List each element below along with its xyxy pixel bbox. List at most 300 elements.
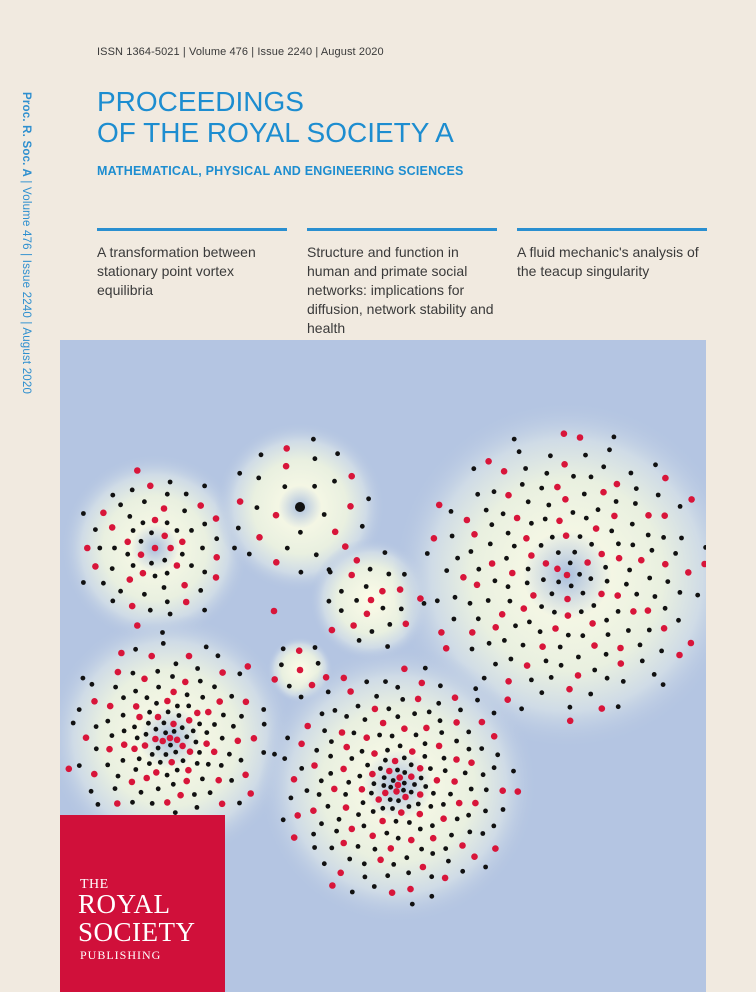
featured-article-2[interactable]: Structure and function in human and primate social networks: implications for diffusion, network stability and health <box>307 228 497 338</box>
vortex-point <box>182 679 189 686</box>
vortex-point <box>326 690 331 695</box>
vortex-point <box>428 766 433 771</box>
vortex-point <box>517 449 522 454</box>
vortex-point <box>212 722 217 727</box>
vortex-point <box>261 750 266 755</box>
vortex-point <box>204 645 209 650</box>
vortex-point <box>343 744 350 751</box>
vortex-point <box>404 855 409 860</box>
vortex-point <box>281 817 286 822</box>
vortex-point <box>212 684 217 689</box>
vortex-point <box>143 775 150 782</box>
vortex-point <box>467 830 472 835</box>
vortex-point <box>417 765 424 772</box>
vortex-point <box>373 847 378 852</box>
vortex-point <box>630 608 637 615</box>
vortex-point <box>556 518 563 525</box>
vortex-point <box>397 586 404 593</box>
vortex-point <box>491 824 496 829</box>
vortex-point <box>603 565 608 570</box>
vortex-point <box>476 567 481 572</box>
vortex-point <box>627 568 632 573</box>
vortex-point <box>539 643 546 650</box>
vortex-point <box>147 483 154 490</box>
vortex-point <box>466 730 471 735</box>
vortex-point <box>177 713 182 718</box>
vortex-point <box>185 692 190 697</box>
vortex-point <box>591 642 598 649</box>
vortex-point <box>578 534 583 539</box>
vortex-point <box>134 622 141 629</box>
vortex-point <box>179 743 186 750</box>
vortex-point <box>171 782 176 787</box>
vortex-point <box>455 556 460 561</box>
vortex-point <box>352 731 357 736</box>
vortex-point <box>601 464 606 469</box>
vortex-point <box>283 445 290 452</box>
vortex-point <box>162 721 167 726</box>
vortex-point <box>333 708 338 713</box>
vortex-point <box>450 534 455 539</box>
vortex-point <box>544 471 549 476</box>
vortex-point <box>653 462 658 467</box>
vortex-point <box>483 865 488 870</box>
vortex-point <box>463 771 468 776</box>
vortex-point <box>314 748 319 753</box>
vortex-point <box>81 676 86 681</box>
vortex-point <box>186 653 193 660</box>
vortex-point <box>184 492 189 497</box>
vortex-point <box>422 754 427 759</box>
vortex-point <box>379 588 386 595</box>
vortex-point <box>524 662 531 669</box>
vortex-point <box>678 504 683 509</box>
vortex-point <box>215 777 222 784</box>
vortex-point <box>440 815 447 822</box>
vortex-point <box>141 676 148 683</box>
vortex-point <box>509 570 516 577</box>
vortex-point <box>469 549 474 554</box>
vortex-point <box>685 569 692 576</box>
vortex-point <box>407 804 412 809</box>
vortex-point <box>113 786 118 791</box>
vortex-point <box>409 748 416 755</box>
vortex-point <box>383 550 388 555</box>
vortex-point <box>314 552 319 557</box>
featured-article-1[interactable]: A transformation between stationary point vortex equilibria <box>97 228 287 300</box>
vortex-point <box>312 845 317 850</box>
vortex-point <box>460 869 465 874</box>
vortex-point <box>347 503 354 510</box>
vortex-point <box>552 610 557 615</box>
vortex-point <box>184 734 189 739</box>
vortex-point <box>554 566 561 573</box>
vortex-point <box>132 725 137 730</box>
vortex-point <box>489 522 494 527</box>
vortex-point <box>452 694 459 701</box>
vortex-point <box>661 682 666 687</box>
vortex-point <box>388 785 393 790</box>
vortex-point <box>282 484 287 489</box>
vortex-point <box>372 781 377 786</box>
vortex-point <box>581 591 586 596</box>
vortex-point <box>528 552 535 559</box>
vortex-point <box>145 695 150 700</box>
vortex-point <box>402 794 409 801</box>
vortex-point <box>322 728 327 733</box>
vortex-point <box>582 492 587 497</box>
vortex-point <box>322 861 327 866</box>
featured-article-3[interactable]: A fluid mechanic's analysis of the teacup singularity <box>517 228 707 281</box>
vortex-point <box>337 817 342 822</box>
vortex-point <box>285 546 290 551</box>
vortex-point <box>319 778 324 783</box>
vortex-point <box>309 682 316 689</box>
vortex-point <box>211 749 218 756</box>
vortex-point <box>92 563 99 570</box>
vortex-point <box>616 541 621 546</box>
vortex-point <box>492 765 497 770</box>
vortex-point <box>579 609 584 614</box>
vortex-point <box>436 743 443 750</box>
vortex-point <box>589 475 594 480</box>
vortex-point <box>401 725 408 732</box>
vortex-point <box>386 706 391 711</box>
vortex-point <box>606 632 611 637</box>
vortex-point <box>481 772 486 777</box>
vortex-point <box>616 609 621 614</box>
vortex-point <box>550 591 555 596</box>
vortex-point <box>219 763 224 768</box>
vortex-point <box>312 484 317 489</box>
vortex-point <box>229 778 234 783</box>
vortex-point <box>430 823 435 828</box>
vortex-point <box>466 813 471 818</box>
vortex-point <box>208 790 213 795</box>
vortex-point <box>630 522 635 527</box>
vortex-point <box>154 701 159 706</box>
vortex-point <box>236 526 241 531</box>
vortex-point <box>150 801 155 806</box>
journal-title <box>97 86 454 148</box>
vortex-point <box>530 592 537 599</box>
vortex-point <box>476 616 481 621</box>
vortex-point <box>371 750 378 757</box>
vortex-point <box>541 577 546 582</box>
vortex-point <box>163 730 168 735</box>
vortex-point <box>576 655 581 660</box>
vortex-point <box>427 710 432 715</box>
vortex-point <box>486 598 491 603</box>
vortex-point <box>418 827 423 832</box>
vortex-point <box>142 592 147 597</box>
vortex-point <box>144 732 149 737</box>
vortex-point <box>337 870 344 877</box>
vortex-point <box>409 790 414 795</box>
vortex-point <box>380 806 385 811</box>
vortex-point <box>66 766 73 773</box>
vortex-point <box>468 759 475 766</box>
vortex-point <box>329 882 336 889</box>
vortex-point <box>396 774 403 781</box>
vortex-point <box>339 729 346 736</box>
vortex-point <box>329 739 334 744</box>
vortex-point <box>191 729 196 734</box>
vortex-point <box>458 708 463 713</box>
vortex-point <box>539 690 544 695</box>
vortex-point <box>311 762 318 769</box>
vortex-point <box>511 769 516 774</box>
vortex-point <box>168 743 173 748</box>
vortex-point <box>598 551 605 558</box>
vortex-point <box>304 723 311 730</box>
vortex-point <box>343 792 348 797</box>
vortex-point <box>94 724 99 729</box>
vortex-point <box>192 792 197 797</box>
vortex-point <box>164 698 171 705</box>
journal-title-line2: OF THE ROYAL SOCIETY A <box>97 117 454 148</box>
vortex-point <box>343 804 350 811</box>
vortex-point <box>527 620 532 625</box>
vortex-point <box>401 666 408 673</box>
vortex-point <box>364 679 369 684</box>
vortex-point <box>439 730 444 735</box>
vortex-point <box>387 622 392 627</box>
vortex-point <box>364 584 369 589</box>
vortex-point <box>294 812 301 819</box>
vortex-point <box>438 683 443 688</box>
vortex-point <box>459 842 466 849</box>
vortex-point <box>261 707 266 712</box>
vortex-point <box>438 629 445 636</box>
vortex-point <box>183 599 190 606</box>
vortex-point <box>174 737 181 744</box>
vortex-point <box>305 788 310 793</box>
vortex-point <box>167 545 174 552</box>
vortex-point <box>679 536 684 541</box>
vortex-point <box>403 621 410 628</box>
vortex-point <box>138 551 145 558</box>
vortex-point <box>232 546 237 551</box>
vortex-point <box>593 525 600 532</box>
vortex-point <box>356 704 361 709</box>
vortex-point <box>195 666 200 671</box>
vortex-point <box>564 596 571 603</box>
vortex-point <box>604 652 609 657</box>
vortex-point <box>538 629 543 634</box>
vortex-point <box>147 710 152 715</box>
vortex-point-isolated <box>271 608 278 615</box>
journal-title-line1: PROCEEDINGS <box>97 86 304 117</box>
vortex-point <box>206 762 211 767</box>
vortex-point <box>279 662 284 667</box>
vortex-point <box>77 763 82 768</box>
vortex-point <box>647 628 652 633</box>
vortex-point <box>475 698 480 703</box>
vortex-point <box>197 502 204 509</box>
vortex-point <box>81 580 86 585</box>
vortex-point <box>198 588 203 593</box>
vortex-point <box>313 645 318 650</box>
vortex-point <box>592 668 597 673</box>
vortex-point <box>369 771 376 778</box>
vortex-point <box>313 456 318 461</box>
vortex-point <box>431 535 438 542</box>
vortex-point <box>131 671 136 676</box>
vortex-point <box>311 437 316 442</box>
vortex-point <box>425 551 430 556</box>
vortex-point <box>121 758 126 763</box>
vortex-point <box>645 607 652 614</box>
vortex-point <box>369 833 376 840</box>
vortex-point <box>398 809 405 816</box>
vortex-point <box>393 788 400 795</box>
vortex-point <box>142 499 147 504</box>
vortex-point <box>155 669 160 674</box>
vortex-point <box>577 572 582 577</box>
vortex-point <box>650 548 655 553</box>
vortex-point <box>220 736 225 741</box>
vortex-point <box>417 595 424 602</box>
vortex-point <box>131 528 136 533</box>
vortex-point <box>262 722 267 727</box>
vortex-point <box>596 507 601 512</box>
journal-subtitle: MATHEMATICAL, PHYSICAL AND ENGINEERING SCIENCES <box>97 164 464 178</box>
vortex-point <box>381 783 386 788</box>
vortex-point <box>552 625 559 632</box>
vortex-point <box>148 653 155 660</box>
vortex-point <box>396 836 401 841</box>
vortex-point <box>174 562 181 569</box>
vortex-point <box>133 703 140 710</box>
vortex-point <box>571 474 576 479</box>
vortex-point <box>526 499 531 504</box>
vortex-point <box>227 752 232 757</box>
vortex-point <box>130 800 135 805</box>
vortex-point <box>165 492 170 497</box>
vortex-point <box>122 729 127 734</box>
vortex-point <box>378 766 383 771</box>
vortex-point <box>688 496 695 503</box>
vortex-point <box>158 760 163 765</box>
vortex-point <box>569 584 574 589</box>
vortex-point <box>349 756 354 761</box>
vortex-point <box>634 486 639 491</box>
vortex-point <box>519 706 524 711</box>
vortex-point <box>285 736 290 741</box>
vortex-point <box>271 676 278 683</box>
vortex-point <box>110 599 115 604</box>
vortex-point <box>339 608 344 613</box>
vortex-point <box>382 775 387 780</box>
vortex-point <box>153 769 160 776</box>
vortex-point <box>175 768 180 773</box>
vortex-point <box>363 717 368 722</box>
vortex-point <box>214 536 219 541</box>
vortex-point <box>616 555 623 562</box>
vortex-point <box>200 695 205 700</box>
vortex-point <box>247 790 254 797</box>
vortex-point <box>105 719 110 724</box>
vortex-point <box>357 774 362 779</box>
vortex-point <box>493 662 498 667</box>
vortex-point <box>386 768 393 775</box>
vortex-point <box>341 675 348 682</box>
vortex-point <box>502 638 507 643</box>
vortex-point <box>183 778 190 785</box>
vortex-point <box>356 812 361 817</box>
vortex-point <box>189 563 194 568</box>
vortex-point <box>419 776 424 781</box>
vortex-point <box>161 505 168 512</box>
vortex-point <box>382 790 389 797</box>
vortex-point <box>152 736 159 743</box>
vortex-point <box>604 618 609 623</box>
vortex-point <box>200 777 205 782</box>
vortex-point <box>316 661 321 666</box>
vortex-point <box>335 451 340 456</box>
vortex-point <box>350 890 355 895</box>
vortex-point <box>475 492 480 497</box>
vortex-point <box>175 704 180 709</box>
vortex-point <box>256 534 263 541</box>
vortex-point <box>127 514 132 519</box>
vortex-point <box>180 552 185 557</box>
vortex-point <box>501 807 506 812</box>
vortex-point <box>399 607 404 612</box>
vortex-point <box>237 471 242 476</box>
vortex-point <box>326 804 331 809</box>
vortex-point <box>488 542 493 547</box>
vortex-point <box>364 611 371 618</box>
vortex-point <box>97 546 102 551</box>
vortex-point <box>136 714 143 721</box>
vortex-point <box>194 740 199 745</box>
vortex-point <box>566 686 573 693</box>
royal-society-publishing-logo <box>60 815 225 992</box>
vortex-point <box>272 752 277 757</box>
vortex-point <box>410 902 415 907</box>
vortex-point <box>156 786 161 791</box>
vortex-point <box>173 750 178 755</box>
vortex-point <box>419 680 426 687</box>
vortex-point <box>584 516 589 521</box>
vortex-point <box>561 461 568 468</box>
vortex-point <box>216 698 223 705</box>
vortex-point <box>135 736 140 741</box>
vortex-point <box>204 730 209 735</box>
vortex-point <box>588 576 593 581</box>
vortex-point <box>121 741 128 748</box>
vortex-point <box>539 486 544 491</box>
vortex-point <box>346 780 351 785</box>
vortex-point <box>455 817 460 822</box>
vortex-point <box>342 543 349 550</box>
vortex-point <box>299 695 304 700</box>
vortex-point-center <box>297 667 304 674</box>
vortex-point <box>436 502 443 509</box>
vortex-point <box>89 789 94 794</box>
vortex-point <box>328 570 333 575</box>
vortex-point <box>422 601 427 606</box>
vortex-point <box>453 595 458 600</box>
vortex-point <box>529 678 534 683</box>
vortex-point <box>407 886 414 893</box>
vortex-point <box>221 713 226 718</box>
vortex-point <box>71 721 76 726</box>
vortex-point-center <box>368 597 375 604</box>
vortex-point <box>515 788 522 795</box>
